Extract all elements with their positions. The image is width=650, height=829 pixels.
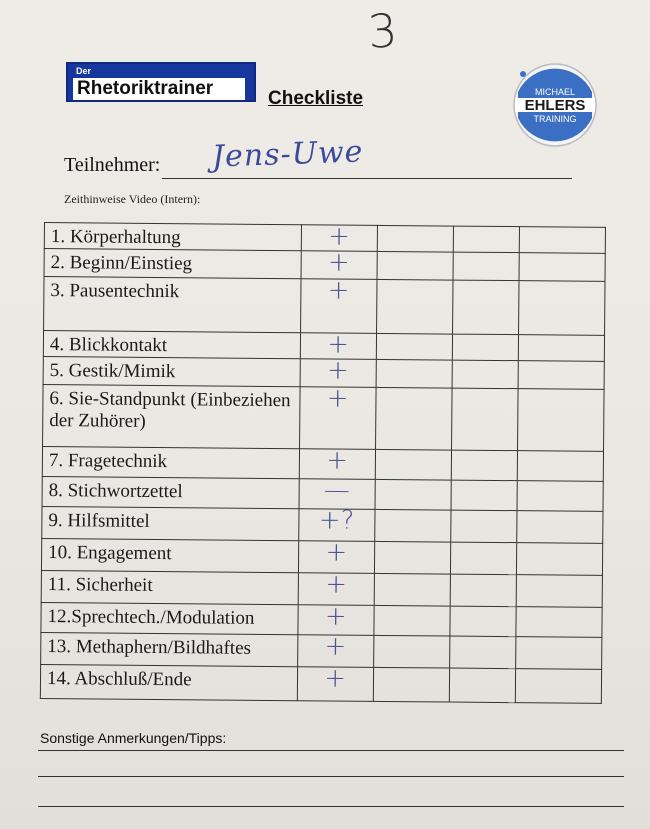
handwritten-mark: + <box>326 383 349 414</box>
rating-cell <box>375 449 451 480</box>
criterion-label: 3. Pausentechnik <box>44 277 301 333</box>
rating-cell <box>516 511 603 544</box>
rating-cell <box>375 479 451 510</box>
rating-cell <box>450 574 516 607</box>
handwritten-mark: + <box>328 221 351 252</box>
rating-cell <box>452 280 518 335</box>
rating-cell <box>519 253 605 282</box>
handwritten-mark: + <box>327 275 350 306</box>
criteria-row <box>42 446 603 481</box>
rating-cell <box>453 252 519 281</box>
criterion-label: 8. Stichwortzettel <box>42 476 299 508</box>
handwritten-mark: + <box>325 569 348 600</box>
handwritten-mark: + <box>325 537 348 568</box>
criterion-label: 2. Beginn/Einstieg <box>44 249 301 279</box>
logo-bottom-text: TRAINING <box>533 114 577 124</box>
notes-line <box>38 750 624 751</box>
criteria-row <box>44 277 605 336</box>
rating-cell <box>516 575 603 608</box>
rating-cell <box>373 635 449 668</box>
criterion-label: 10. Engagement <box>41 538 298 572</box>
logo-main-text: EHLERS <box>524 97 586 114</box>
rating-cell <box>517 389 604 452</box>
ehlers-training-logo <box>509 62 601 148</box>
rating-cell <box>377 225 453 252</box>
criterion-label: 13. Methaphern/Bildhaftes <box>41 632 298 666</box>
rating-cell <box>374 541 450 574</box>
rating-cell <box>517 451 604 482</box>
rating-cell <box>450 542 516 575</box>
brand-logo-box <box>66 62 256 102</box>
rating-cell <box>451 388 517 451</box>
criterion-label: 9. Hilfsmittel <box>42 506 299 540</box>
participant-line <box>162 178 572 179</box>
notes-label: Sonstige Anmerkungen/Tipps: <box>40 730 227 746</box>
rating-cell <box>452 334 518 361</box>
criteria-row <box>40 664 601 703</box>
criterion-label: 1. Körperhaltung <box>44 223 301 251</box>
rating-cell <box>374 509 450 542</box>
criterion-label: 11. Sicherheit <box>41 570 298 604</box>
criteria-table <box>40 222 606 704</box>
handwritten-mark: + <box>327 329 350 360</box>
rating-cell <box>299 383 376 450</box>
notes-line <box>38 776 624 777</box>
rating-cell <box>452 360 518 389</box>
rating-cell <box>300 275 377 334</box>
criterion-label: 12.Sprechtech./Modulation <box>41 602 298 634</box>
handwritten-mark: + <box>324 601 347 632</box>
rating-cell <box>297 631 373 668</box>
criterion-label: 6. Sie-Standpunkt (Einbeziehen der Zuhörer) <box>43 384 300 448</box>
handwritten-mark: + <box>326 355 349 386</box>
rating-cell <box>518 335 604 362</box>
logo-top-text: MICHAEL <box>534 87 576 97</box>
rating-cell <box>515 637 602 670</box>
page-number: 3 <box>366 3 400 59</box>
handwritten-mark: + <box>327 247 350 278</box>
participant-name: Jens-Uwe <box>211 134 364 175</box>
rating-cell <box>450 606 516 637</box>
document-title: Checkliste <box>268 88 364 109</box>
video-note: Zeithinweise Video (Intern): <box>64 192 201 206</box>
criterion-label: 5. Gestik/Mimik <box>43 356 300 386</box>
rating-cell <box>451 450 517 481</box>
rating-cell <box>374 573 450 606</box>
rating-cell <box>451 510 517 543</box>
rating-cell <box>298 569 374 606</box>
rating-cell <box>297 663 373 702</box>
rating-cell <box>518 361 604 390</box>
rating-cell <box>451 480 517 511</box>
participant-label: Teilnehmer: <box>64 154 161 176</box>
criteria-row <box>41 570 602 607</box>
handwritten-mark: +? <box>318 505 355 536</box>
rating-cell <box>373 667 449 702</box>
rating-cell <box>376 333 452 360</box>
rating-cell <box>517 481 604 512</box>
notes-line <box>38 806 624 807</box>
rating-cell <box>449 668 515 703</box>
rating-cell <box>375 387 452 450</box>
criterion-label: 7. Fragetechnik <box>42 446 299 478</box>
rating-cell <box>376 359 452 388</box>
rating-cell <box>518 281 605 336</box>
criterion-label: 14. Abschluß/Ende <box>40 664 297 700</box>
handwritten-mark: — <box>323 475 350 506</box>
rating-cell <box>374 605 450 636</box>
rating-cell <box>298 505 374 542</box>
criteria-row <box>41 632 602 669</box>
rating-cell <box>298 537 374 574</box>
rating-cell <box>516 607 603 638</box>
rating-cell <box>377 251 453 280</box>
criteria-row <box>41 538 602 575</box>
brand-name: Rhetoriktrainer <box>73 78 245 100</box>
criteria-row <box>42 506 603 543</box>
handwritten-mark: + <box>326 445 349 476</box>
rating-cell <box>376 279 453 334</box>
criteria-row <box>43 384 605 451</box>
criterion-label: 4. Blickkontakt <box>43 331 300 359</box>
handwritten-mark: + <box>324 631 347 662</box>
rating-cell <box>519 227 605 254</box>
handwritten-mark: + <box>324 663 347 694</box>
rating-cell <box>453 226 519 253</box>
rating-cell <box>516 543 603 576</box>
brand-prefix: Der <box>76 66 92 76</box>
criteria-row <box>41 602 602 637</box>
rating-cell <box>515 669 602 704</box>
criteria-table-wrap <box>40 222 606 704</box>
rating-cell <box>449 636 515 669</box>
